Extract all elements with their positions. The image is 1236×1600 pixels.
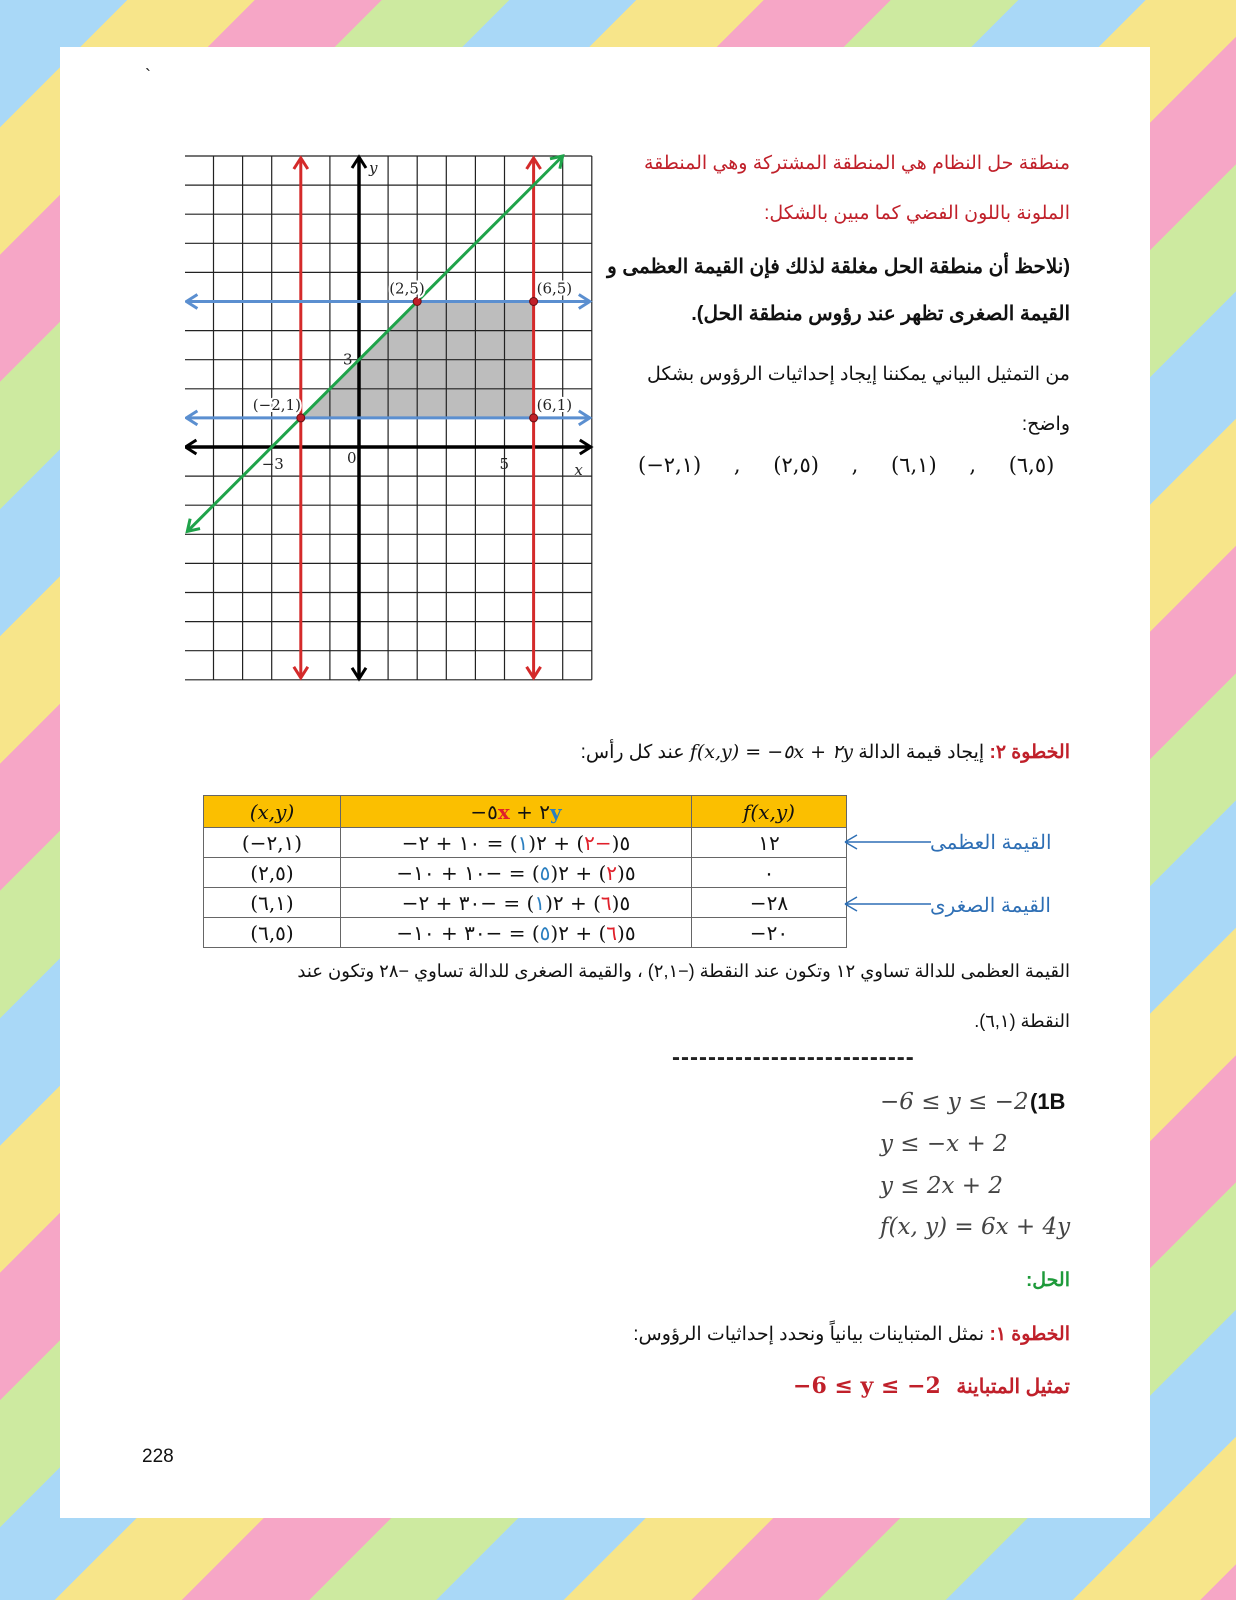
graph-step-inequality: −6 ≤ y ≤ −2 [793, 1373, 941, 1399]
graph [185, 136, 595, 691]
vertex-label: (−2,1) [252, 395, 301, 414]
cell-expression: −٥(٦) + ٢(١) = −٣٠ + ٢ [341, 888, 692, 918]
cell-point: (٢,٥) [204, 858, 341, 888]
cell-expression: −٥(٦) + ٢(٥) = −٣٠ + ١٠ [341, 918, 692, 948]
table-row [204, 918, 847, 948]
cell-expression: −٥(−٢) + ٢(١) = ١٠ + ٢ [341, 828, 692, 858]
cell-value: −٢٨ [692, 888, 847, 918]
paragraph-line: القيمة الصغرى تظهر عند رؤوس منطقة الحل). [691, 303, 1070, 325]
paragraph-line: من التمثيل البياني يمكننا إيجاد إحداثيات الرؤوس بشكل [647, 364, 1070, 385]
arrow-min-icon [845, 897, 931, 911]
min-label: القيمة الصغرى [930, 895, 1051, 917]
separator: , [969, 453, 977, 477]
vertex: (٢,٥) [773, 453, 819, 477]
y-axis-label: y [369, 159, 378, 177]
header-point: (x,y) [249, 799, 295, 824]
dashed-divider: --------------------------- [672, 1044, 915, 1071]
cell-value: ٠ [692, 858, 847, 888]
step1-label: الخطوة ١: [989, 1324, 1070, 1345]
vertex: (٦,٥) [1008, 453, 1055, 477]
step2-text: عند كل رأس: [580, 742, 685, 763]
stray-mark: ` [145, 66, 151, 86]
graph-step-label: تمثيل المتباينة [956, 1376, 1070, 1398]
cell-value: −٢٠ [692, 918, 847, 948]
paragraph-line: واضح: [1021, 414, 1070, 435]
cell-point: (−٢,١) [204, 828, 341, 858]
inequality: y ≤ −x + 2 [880, 1131, 1008, 1157]
step1-line [633, 1323, 1070, 1346]
paragraph-line: (نلاحظ أن منطقة الحل مغلقة لذلك فإن القيمة العظمى و [607, 256, 1070, 278]
arrow-max-icon [845, 835, 931, 849]
objective-function: f(x, y) = 6x + 4y [880, 1214, 1071, 1240]
conclusion-line: القيمة العظمى للدالة تساوي ١٢ وتكون عند النقطة (−٢,١) ، والقيمة الصغرى للدالة تساوي −٢٨ وتكون عند [297, 961, 1070, 981]
paragraph-line: منطقة حل النظام هي المنطقة المشتركة وهي المنطقة [644, 153, 1070, 174]
solution-heading: الحل: [1025, 1270, 1070, 1291]
y-tick-label: 3 [343, 350, 353, 369]
separator: , [733, 453, 741, 477]
table-row [204, 888, 847, 918]
vertex: (٦,١) [891, 453, 937, 477]
vertex-point [297, 414, 305, 422]
step2-line [581, 741, 1070, 764]
vertex: (−٢,١) [638, 453, 702, 477]
cell-point: (٦,١) [204, 888, 341, 918]
x-tick-label: −3 [261, 455, 284, 473]
cell-expression: −٥(٢) + ٢(٥) = −١٠ + ١٠ [341, 858, 692, 888]
x-axis-label: x [574, 461, 583, 479]
vertices-list [638, 453, 1054, 477]
vertex-point [413, 298, 421, 306]
values-table [203, 795, 847, 948]
page-number: 228 [142, 1446, 174, 1467]
step2-text: إيجاد قيمة الدالة [858, 742, 985, 763]
step1-text: نمثل المتباينات بيانياً ونحدد إحداثيات الرؤوس: [633, 1324, 985, 1345]
vertex-point [530, 414, 538, 422]
inequality: y ≤ 2x + 2 [880, 1173, 1004, 1199]
table-row [204, 858, 847, 888]
conclusion-line: النقطة (٦,١). [974, 1011, 1070, 1031]
vertex-point [530, 298, 538, 306]
step2-label: الخطوة ٢: [989, 742, 1070, 763]
annotation-arrows [843, 830, 933, 920]
header-expression: −٥x + ٢y [341, 796, 692, 828]
cell-value: ١٢ [692, 828, 847, 858]
origin-label: 0 [347, 449, 357, 467]
vertex-label: (2,5) [389, 279, 425, 298]
max-label: القيمة العظمى [930, 832, 1052, 854]
vertex-label: (6,5) [536, 279, 573, 298]
problem-number: (1B [1030, 1089, 1066, 1114]
cell-point: (٦,٥) [204, 918, 341, 948]
paragraph-line: الملونة باللون الفضي كما مبين بالشكل: [764, 203, 1070, 224]
graph-step-title [793, 1373, 1070, 1399]
x-tick-label: 5 [499, 455, 510, 473]
header-value: f(x,y) [743, 799, 795, 824]
separator: , [851, 453, 859, 477]
table-row [204, 828, 847, 858]
inequality: −6 ≤ y ≤ −2 [880, 1089, 1029, 1115]
vertex-label: (6,1) [536, 395, 573, 414]
step2-formula: f(x,y) = −٥x + ٢y [689, 741, 853, 763]
table-header-row [204, 796, 847, 828]
